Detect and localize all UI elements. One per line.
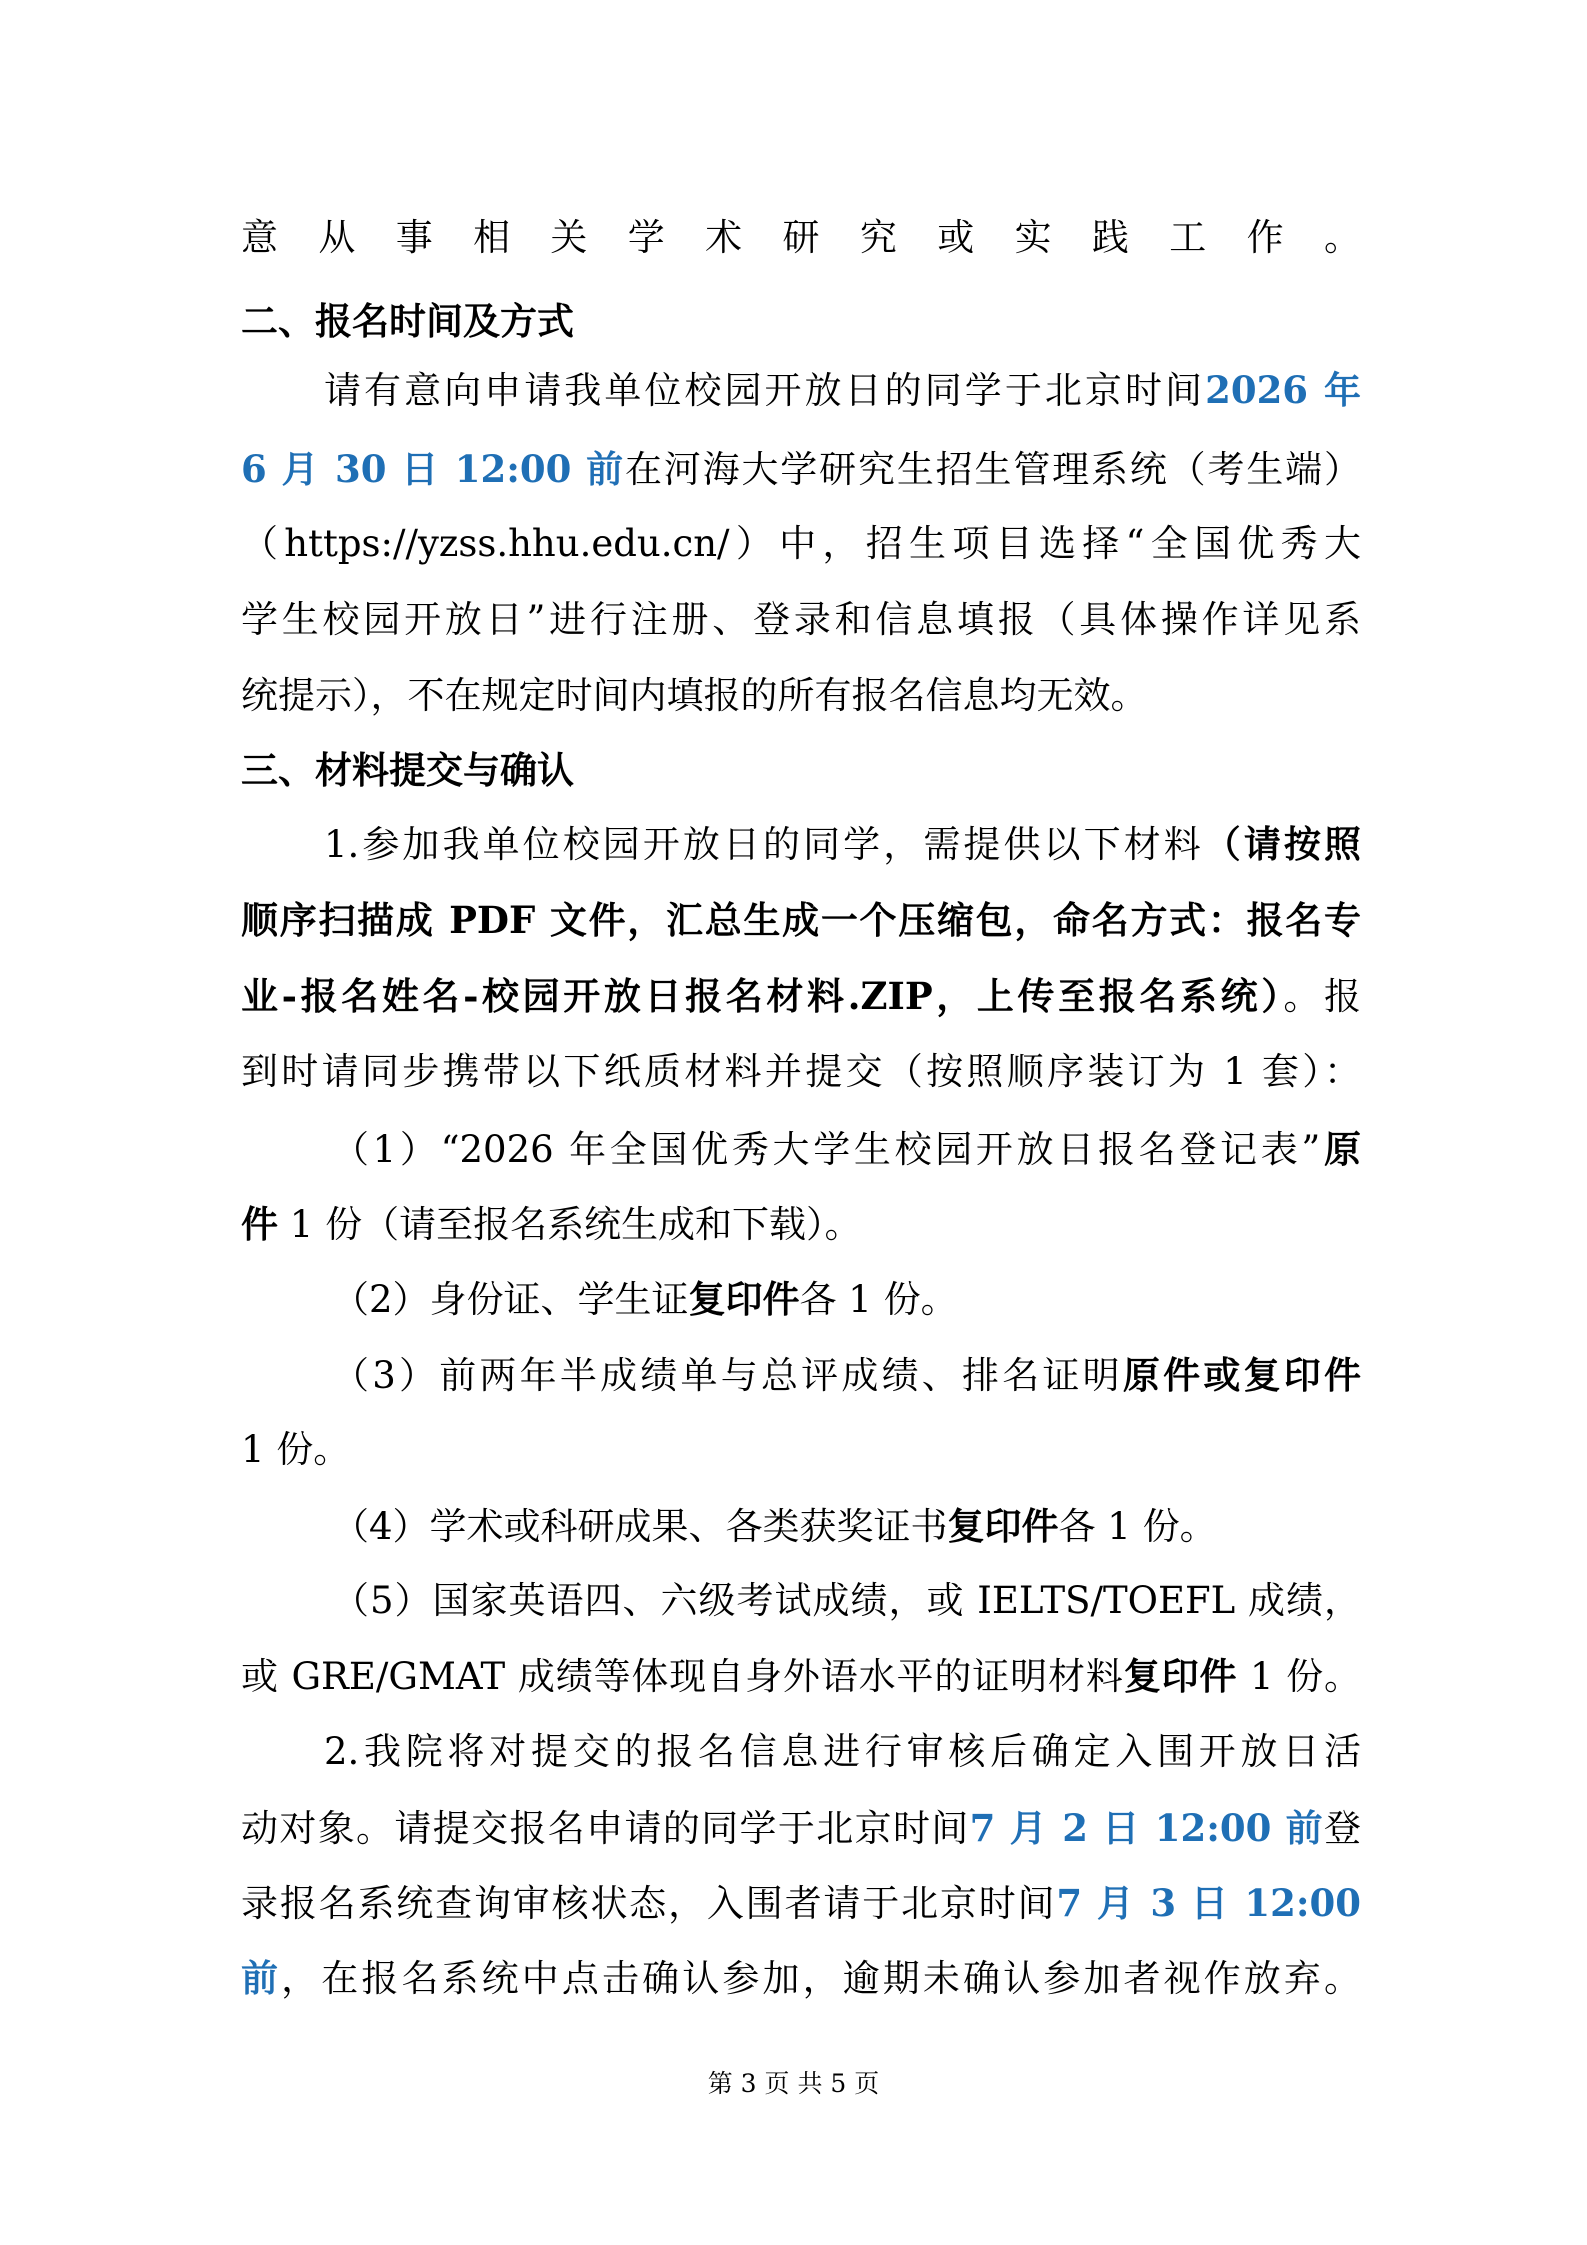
text-span: 意从事相关学术研究或实践工作。: [241, 216, 1361, 259]
paragraph-line: [241, 1046, 1361, 1098]
paragraph-line: [241, 1424, 1361, 1476]
text-span: 1 份。: [241, 1428, 351, 1471]
text-span: 到时请同步携带以下纸质材料并提交（按照顺序装订为 1 套）：: [241, 1050, 1361, 1093]
deadline-date: 6 月 30 日 12:00 前: [241, 447, 625, 491]
section-heading-registration: [241, 295, 1361, 347]
paragraph-line: [241, 1877, 1361, 1929]
text-span: 统提示），不在规定时间内填报的所有报名信息均无效。: [241, 674, 1148, 717]
page-number-footer: 第 3 页 共 5 页: [707, 2069, 880, 2098]
text-span: 在河海大学研究生招生管理系统（考生端）: [624, 448, 1362, 491]
paragraph-line: [241, 443, 1361, 495]
text-span: 或 GRE/GMAT 成绩等体现自身外语水平的证明材料: [241, 1655, 1124, 1698]
bold-text: 复印件: [1123, 1654, 1238, 1698]
text-span: （4）学术或科研成果、各类获奖证书: [332, 1505, 948, 1548]
text-span: 登: [1324, 1807, 1361, 1850]
text-span: 1 份（请至报名系统生成和下载）。: [278, 1203, 862, 1246]
bold-text: 原: [1320, 1127, 1362, 1171]
paragraph-line: [241, 894, 1361, 946]
bold-text: 复印件: [947, 1504, 1059, 1548]
text-span: （2）身份证、学生证: [332, 1278, 689, 1321]
text-span: （1）“2026 年全国优秀大学生校园开放日报名登记表”: [332, 1128, 1321, 1171]
section-heading-materials: [241, 744, 1361, 796]
text-span: 各 1 份。: [1058, 1505, 1217, 1548]
paragraph-line: [324, 1726, 1361, 1778]
paragraph-line: [241, 594, 1361, 646]
paragraph-line: [324, 818, 1361, 870]
paragraph-line: [241, 970, 1361, 1022]
heading-text: 二、报名时间及方式: [241, 299, 574, 343]
text-span: （5）国家英语四、六级考试成绩，或 IELTS/TOEFL 成绩，: [332, 1579, 1361, 1622]
list-item: [332, 1123, 1361, 1175]
paragraph-line: [241, 518, 1361, 570]
text-span: 录报名系统查询审核状态，入围者请于北京时间: [241, 1882, 1057, 1925]
list-item: [332, 1575, 1361, 1627]
bold-text: 原件或复印件: [1122, 1353, 1361, 1397]
bold-text: 顺序扫描成 PDF 文件，汇总生成一个压缩包，命名方式：报名专: [241, 898, 1361, 942]
deadline-date: 2026 年: [1205, 368, 1361, 412]
paragraph-line: [241, 1952, 1361, 2004]
text-span: 动对象。请提交报名申请的同学于北京时间: [241, 1807, 970, 1850]
text-span: 各 1 份。: [799, 1278, 958, 1321]
bold-text: （请按照: [1203, 822, 1361, 866]
paragraph-line: [241, 212, 1361, 264]
text-span: （3）前两年半成绩单与总评成绩、排名证明: [332, 1354, 1123, 1397]
text-span: ，在报名系统中点击确认参加，逾期未确认参加者视作放弃。: [281, 1957, 1362, 2000]
bold-text: 件: [241, 1202, 278, 1246]
list-item: [332, 1500, 1361, 1552]
heading-text: 三、材料提交与确认: [241, 748, 574, 792]
paragraph-line: [241, 1198, 1361, 1250]
bold-text: 复印件: [688, 1277, 800, 1321]
paragraph-line: [241, 670, 1361, 722]
paragraph-line: [324, 364, 1361, 416]
deadline-date: 前: [241, 1956, 282, 2000]
deadline-date: 7 月 2 日 12:00 前: [969, 1806, 1324, 1850]
deadline-date: 7 月 3 日 12:00: [1056, 1881, 1362, 1925]
text-span: 请有意向申请我单位校园开放日的同学于北京时间: [324, 369, 1206, 412]
list-item: [332, 1349, 1361, 1401]
text-span: 。报: [1283, 975, 1362, 1018]
text-span: 1.参加我单位校园开放日的同学，需提供以下材料: [324, 823, 1204, 866]
bold-text: 业-报名姓名-校园开放日报名材料.ZIP，上传至报名系统）: [241, 974, 1284, 1018]
paragraph-line: [241, 1650, 1361, 1702]
text-span: 1 份。: [1237, 1655, 1361, 1698]
paragraph-line: [241, 1802, 1361, 1854]
text-span: 学生校园开放日”进行注册、登录和信息填报（具体操作详见系: [241, 598, 1361, 641]
registration-url-text: （https://yzss.hhu.edu.cn/）中，招生项目选择“全国优秀大: [241, 522, 1361, 565]
text-span: 2.我院将对提交的报名信息进行审核后确定入围开放日活: [324, 1730, 1361, 1773]
list-item: [332, 1273, 1361, 1325]
